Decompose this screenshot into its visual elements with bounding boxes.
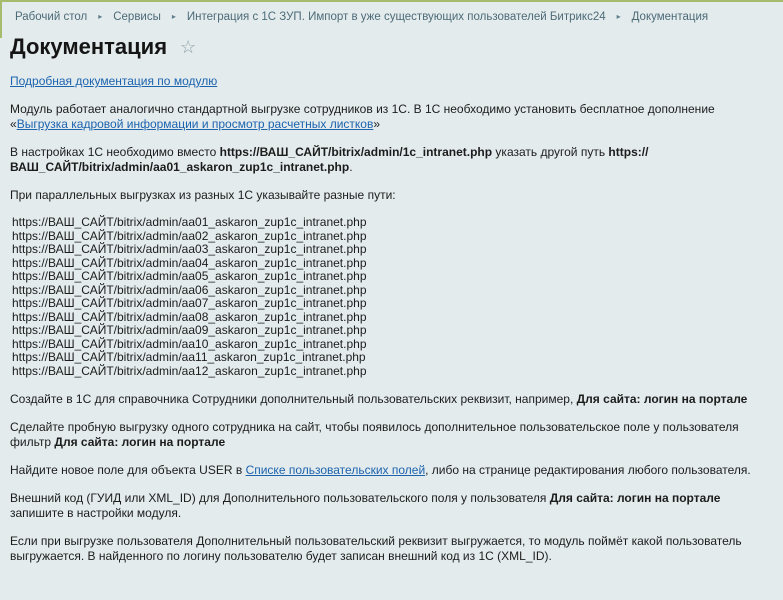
breadcrumb-separator-icon: ▸ xyxy=(171,12,176,21)
paragraph-final-note: Если при выгрузке пользователя Дополнительный пользовательский реквизит выгружается, то модуль поймёт какой пользователь выгружается. В найденного по логину пользователю будет записан внешний код из 1С (XML_ID). xyxy=(10,534,742,563)
text-segment: , либо на странице редактирования любого пользователя. xyxy=(425,463,751,477)
text-segment: запишите в настройки модуля. xyxy=(10,506,182,520)
text-segment: Модуль работает аналогично стандартной выгрузке сотрудников из 1С. В 1С необходимо установить бесплатное дополнение « xyxy=(10,102,715,131)
url-list-item: https://ВАШ_САЙТ/bitrix/admin/aa02_askaron_zup1c_intranet.php xyxy=(12,228,367,243)
text-segment: . xyxy=(349,160,353,174)
text-segment: » xyxy=(373,117,381,131)
url-list xyxy=(12,216,771,378)
favorite-star-icon[interactable]: ☆ xyxy=(180,37,197,57)
text-segment: Внешний код (ГУИД или XML_ID) для Дополнительного пользовательского поля у пользователя xyxy=(10,491,550,505)
url-list-item: https://ВАШ_САЙТ/bitrix/admin/aa12_askaron_zup1c_intranet.php xyxy=(12,363,367,378)
url-list-item: https://ВАШ_САЙТ/bitrix/admin/aa11_askaron_zup1c_intranet.php xyxy=(12,350,366,364)
new-path-value: https://ВАШ_САЙТ/bitrix/admin/aa01_askaron_zup1c_intranet.php xyxy=(10,145,649,174)
breadcrumb-item-services[interactable]: Сервисы xyxy=(113,11,161,23)
url-list-item: https://ВАШ_САЙТ/bitrix/admin/aa01_askaron_zup1c_intranet.php xyxy=(12,215,367,229)
paragraph-find-field xyxy=(10,463,771,478)
url-list-item: https://ВАШ_САЙТ/bitrix/admin/aa09_askaron_zup1c_intranet.php xyxy=(12,323,367,337)
field-name-value: Для сайта: логин на портале xyxy=(576,392,748,406)
page-content xyxy=(0,59,783,564)
paragraph-create-requisite xyxy=(10,392,771,407)
breadcrumb-item-module[interactable]: Интеграция с 1С ЗУП. Импорт в уже существующих пользователей Битрикс24 xyxy=(186,11,606,23)
field-name-value: Для сайта: логин на портале xyxy=(54,435,226,449)
text-segment: указать другой путь xyxy=(492,145,609,159)
detailed-documentation-link[interactable]: Подробная документация по модулю xyxy=(10,74,218,88)
url-list-item: https://ВАШ_САЙТ/bitrix/admin/aa03_askaron_zup1c_intranet.php xyxy=(12,242,367,256)
url-list-item: https://ВАШ_САЙТ/bitrix/admin/aa05_askaron_zup1c_intranet.php xyxy=(12,269,367,283)
breadcrumb xyxy=(0,2,783,23)
text-segment: Найдите новое поле для объекта USER в xyxy=(10,463,246,477)
url-list-item: https://ВАШ_САЙТ/bitrix/admin/aa07_askaron_zup1c_intranet.php xyxy=(12,296,367,310)
breadcrumb-item-current: Документация xyxy=(631,11,709,23)
url-list-item: https://ВАШ_САЙТ/bitrix/admin/aa08_askaron_zup1c_intranet.php xyxy=(12,309,367,324)
hr-addon-link[interactable]: Выгрузка кадровой информации и просмотр расчетных листков xyxy=(16,117,374,131)
field-name-value: Для сайта: логин на портале xyxy=(549,491,721,505)
paragraph-doc-link xyxy=(10,74,771,89)
left-accent-border xyxy=(0,2,2,38)
text-segment: Сделайте пробную выгрузку одного сотрудника на сайт, чтобы появилось дополнительное пользовательское поле у пользователя фильтр xyxy=(10,420,739,449)
breadcrumb-separator-icon: ▸ xyxy=(98,12,103,21)
breadcrumb-item-desktop[interactable]: Рабочий стол xyxy=(15,11,88,23)
paragraph-external-code xyxy=(10,491,771,521)
url-list-item: https://ВАШ_САЙТ/bitrix/admin/aa06_askaron_zup1c_intranet.php xyxy=(12,282,367,297)
url-list-item: https://ВАШ_САЙТ/bitrix/admin/aa10_askaron_zup1c_intranet.php xyxy=(12,336,367,351)
paragraph-1c-settings xyxy=(10,145,771,175)
page-title: Документация xyxy=(10,34,168,59)
user-fields-list-link[interactable]: Списке пользовательских полей xyxy=(245,463,426,477)
breadcrumb-separator-icon: ▸ xyxy=(616,12,621,21)
text-segment: В настройках 1С необходимо вместо xyxy=(10,145,220,159)
title-row xyxy=(0,23,783,59)
paragraph-parallel-exports: При параллельных выгрузках из разных 1С указывайте разные пути: xyxy=(10,188,396,202)
old-path-value: https://ВАШ_САЙТ/bitrix/admin/1c_intranet.php xyxy=(219,145,493,159)
url-list-item: https://ВАШ_САЙТ/bitrix/admin/aa04_askaron_zup1c_intranet.php xyxy=(12,255,367,270)
paragraph-module-info xyxy=(10,102,771,132)
paragraph-test-export xyxy=(10,420,771,450)
text-segment: Создайте в 1С для справочника Сотрудники дополнительный пользовательских реквизит, например, xyxy=(10,392,577,406)
